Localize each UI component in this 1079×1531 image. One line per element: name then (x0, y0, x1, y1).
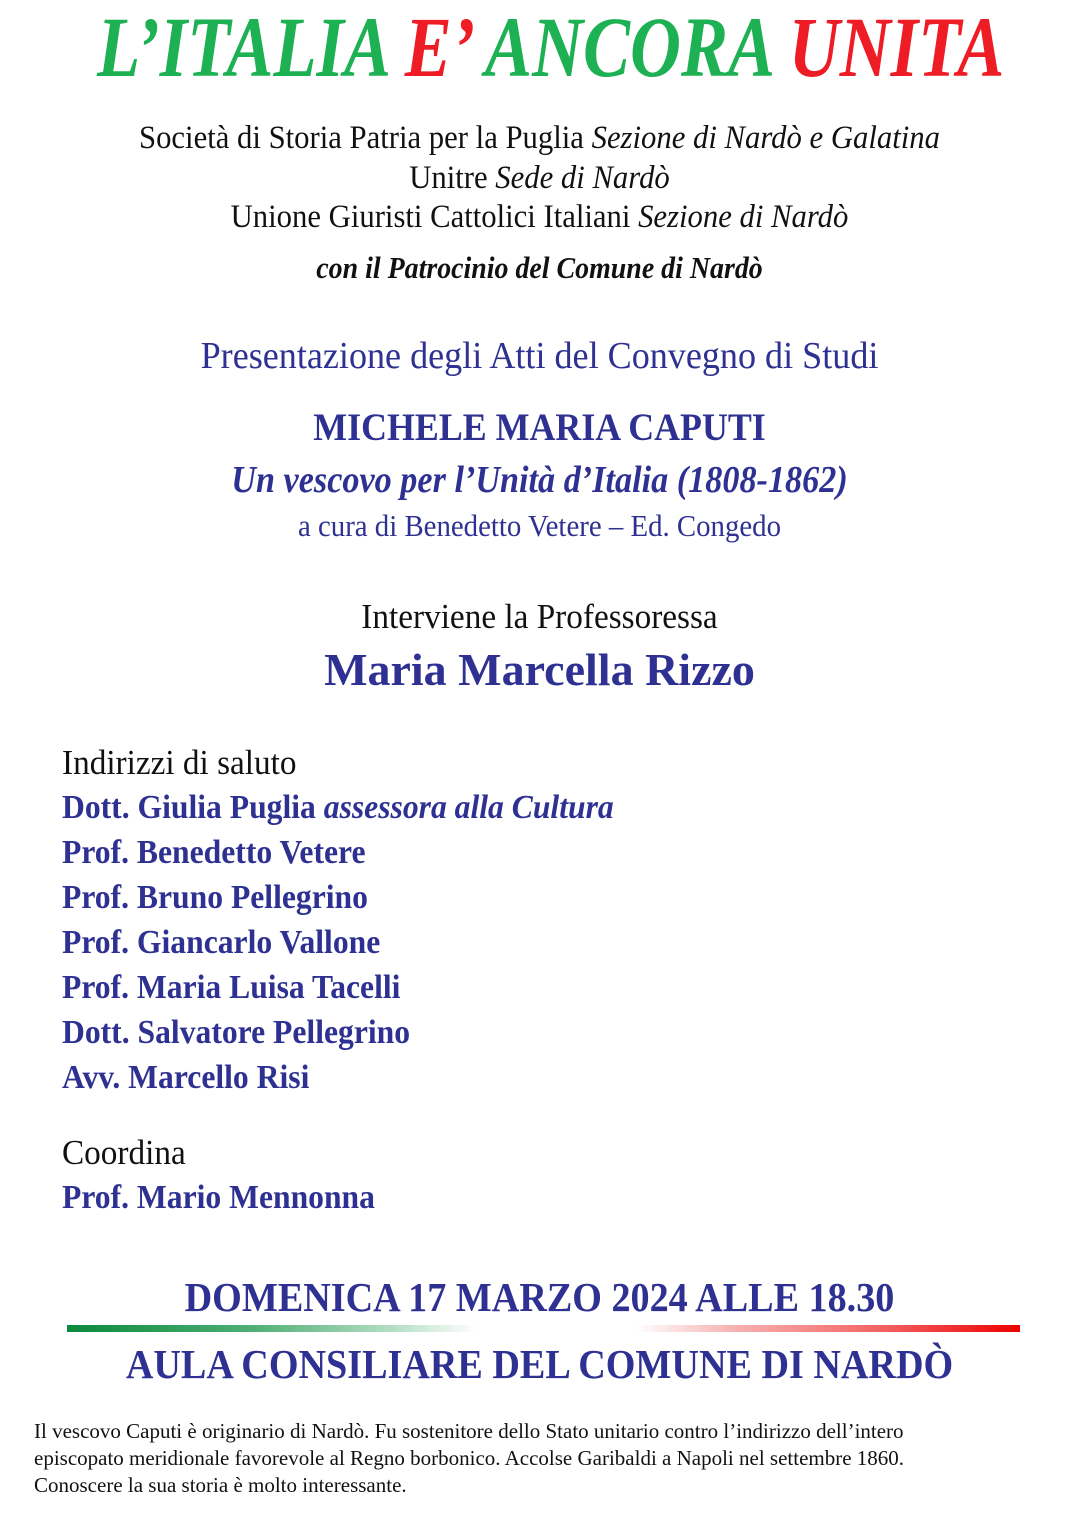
presentation-heading: Presentazione degli Atti del Convegno di Studi (200, 335, 879, 377)
greeting-person: Dott. Salvatore Pellegrino (62, 1014, 411, 1051)
event-date: DOMENICA 17 MARZO 2024 ALLE 18.30 (184, 1274, 895, 1320)
book-editor: a cura di Benedetto Vetere – Ed. Congedo (297, 508, 782, 543)
greeting-person: Prof. Bruno Pellegrino (62, 879, 368, 916)
title-part-e: E’ (404, 0, 471, 95)
organizer-name: Unitre (409, 160, 496, 196)
poster-title (97, 0, 1005, 95)
speaker-intro: Interviene la Professoressa (361, 597, 718, 636)
divider-green-bar (67, 1325, 477, 1332)
book-subtitle: Un vescovo per l’Unità d’Italia (1808-1862) (231, 459, 848, 501)
footnote-line: Il vescovo Caputi è originario di Nardò. Fu sostenitore dello Stato unitario contro l’indirizzo dell’intero (34, 1419, 904, 1443)
divider-red-bar (636, 1325, 1020, 1332)
title-part-unita: UNITA (788, 0, 1005, 95)
greeting-person: Prof. Benedetto Vetere (62, 834, 366, 871)
person-role: assessora alla Cultura (323, 789, 614, 826)
organizer-line (38, 118, 1041, 158)
organizer-name: Società di Storia Patria per la Puglia (139, 120, 592, 156)
coordinator-section (62, 1130, 399, 1220)
coordinator-name: Prof. Mario Mennonna (62, 1179, 375, 1216)
organizer-name: Unione Giuristi Cattolici Italiani (230, 199, 639, 235)
greeting-person (62, 785, 614, 830)
organizer-section: Sede di Nardò (495, 160, 670, 196)
organizer-section: Sezione di Nardò (638, 199, 849, 235)
speaker-name: Maria Marcella Rizzo (324, 644, 755, 695)
book-title: MICHELE MARIA CAPUTI (313, 406, 766, 449)
coordinator-label: Coordina (62, 1133, 186, 1172)
greeting-person: Prof. Maria Luisa Tacelli (62, 969, 401, 1006)
footnote-line: Conoscere la sua storia è molto interessante. (34, 1473, 407, 1497)
organizer-line (38, 197, 1041, 237)
title-part-ancora: ANCORA (470, 0, 789, 95)
footnote-line: episcopato meridionale favorevole al Regno borbonico. Accolse Garibaldi a Napoli nel settembre 1860. (34, 1446, 905, 1470)
event-venue: AULA CONSILIARE DEL COMUNE DI NARDÒ (125, 1341, 954, 1387)
person-name: Dott. Giulia Puglia (62, 789, 324, 826)
greetings-section (62, 740, 655, 1100)
patronage: con il Patrocinio del Comune di Nardò (316, 250, 763, 285)
title-part-italia: L’ITALIA (97, 0, 405, 95)
greeting-person: Avv. Marcello Risi (62, 1059, 310, 1096)
greetings-label: Indirizzi di saluto (62, 743, 297, 782)
organizer-section: Sezione di Nardò e Galatina (591, 120, 940, 156)
organizer-line (38, 158, 1041, 198)
footnote (34, 1418, 1054, 1499)
greeting-person: Prof. Giancarlo Vallone (62, 924, 381, 961)
